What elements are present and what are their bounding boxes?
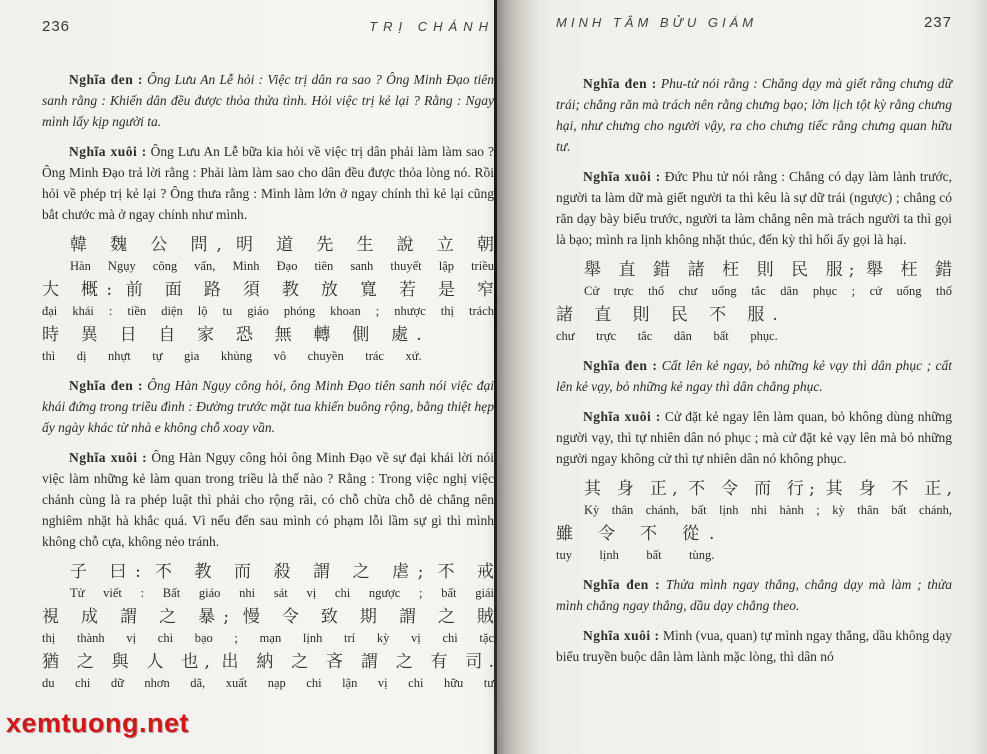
- verse-line: [556, 259, 952, 300]
- right-page-number: 237: [923, 14, 952, 31]
- paragraph-text: Thửa mình ngay thẳng, chẳng dạy mà làm ; thửa mình chẳng ngay thẳng, dầu dạy chẳng theo.: [556, 577, 952, 613]
- watermark: xemtuong.net: [6, 708, 190, 738]
- paragraph-label: Nghĩa đen :: [583, 358, 658, 373]
- hanzi-line: 諸 直 則 民 不 服.: [556, 305, 778, 325]
- hanzi-line: 韓 魏 公 問, 明 道 先 生 說 立 朝: [70, 235, 494, 255]
- verse-line: [42, 324, 494, 365]
- verse-block: [556, 478, 952, 564]
- transliteration-line: Cử trực thố chư uổng tắc dân phục ; cử uổng thố: [584, 284, 952, 298]
- transliteration-line: đại khái : tiền diện lộ tu giáo phóng khoan ; nhược thị trách: [42, 304, 494, 318]
- paragraph: [42, 141, 494, 225]
- hanzi-line: 子 曰: 不 教 而 殺 謂 之 虐; 不 戒: [70, 562, 494, 582]
- paragraph-label: Nghĩa đen :: [583, 76, 657, 91]
- transliteration-line: Kỳ thân chánh, bất lịnh nhi hành ; kỳ thân bất chánh,: [584, 503, 952, 517]
- hanzi-line: 大 概: 前 面 路 須 教 放 寬 若 是 窄: [42, 280, 494, 300]
- paragraph-label: Nghĩa đen :: [69, 72, 143, 87]
- paragraph-text: Cử đặt kẻ ngay lên làm quan, bỏ không dùng những người vạy, thì tự nhiên dân nó phục ; mà cử đặt kẻ vạy lên mà bỏ những người ngay không cử thì tự nhiên dân nó không phục.: [556, 409, 953, 466]
- paragraph: [556, 625, 952, 667]
- right-page-body: [556, 73, 952, 667]
- paragraph-label: Nghĩa đen :: [583, 577, 661, 592]
- transliteration-line: du chi dữ nhơn dã, xuất nạp chi lận vị chi hữu tư: [42, 676, 494, 690]
- paragraph-text: Cất lên kẻ ngay, bỏ những kẻ vạy thì dân phục ; cất lên kẻ vạy, bỏ những kẻ ngay thì dân chẳng phục.: [556, 358, 952, 394]
- left-page-header: [42, 18, 494, 35]
- book-gutter-shadow: [497, 0, 553, 754]
- transliteration-line: thị thành vị chi bạo ; mạn lịnh trí kỳ vị chi tặc: [42, 631, 494, 645]
- paragraph-label: Nghĩa xuôi :: [583, 409, 661, 424]
- paragraph-label: Nghĩa xuôi :: [583, 169, 661, 184]
- paragraph: [42, 69, 494, 132]
- transliteration-line: Hàn Ngụy công vấn, Minh Đạo tiên sanh thuyết lập triều: [70, 259, 494, 273]
- paragraph: [556, 574, 952, 616]
- verse-line: [556, 304, 952, 345]
- hanzi-line: 時 異 日 自 家 恐 無 轉 側 處.: [42, 325, 422, 345]
- hanzi-line: 其 身 正, 不 令 而 行; 其 身 不 正,: [584, 479, 952, 499]
- paragraph-label: Nghĩa đen :: [69, 378, 143, 393]
- paragraph-text: Đức Phu tử nói rằng : Chẳng có dạy làm lành trước, người ta làm dữ mà giết người ta thì kêu là sự dữ trái (ngược) ; chẳng có răn dạy bày biểu trước, người ta làm chẳng nên mà trách người ta thì gọi là bạo; mình ra lịnh không nhặt thúc, đến kỳ thì hối ấy gọi là hại.: [556, 169, 953, 247]
- verse-line: [42, 279, 494, 320]
- paragraph-label: Nghĩa xuôi :: [69, 144, 147, 159]
- left-page-body: [42, 69, 494, 692]
- right-page-header: [556, 14, 952, 31]
- paragraph: [42, 447, 494, 552]
- paragraph-label: Nghĩa xuôi :: [69, 450, 148, 465]
- transliteration-line: thì dị nhựt tự gia khủng vô chuyền trác xứ.: [42, 349, 422, 363]
- transliteration-line: tuy lịnh bất tùng.: [556, 548, 715, 562]
- verse-line: [42, 561, 494, 602]
- transliteration-line: chư trực tắc dân bất phục.: [556, 329, 778, 343]
- paragraph-label: Nghĩa xuôi :: [583, 628, 660, 643]
- hanzi-line: 視 成 謂 之 暴; 慢 令 致 期 謂 之 賊: [42, 607, 494, 627]
- left-page: [42, 18, 494, 702]
- hanzi-line: 舉 直 錯 諸 枉 則 民 服; 舉 枉 錯: [584, 260, 952, 280]
- paragraph-text: Ông Lưu An Lễ bữa kia hỏi về việc trị dân phải làm làm sao ? Ông Minh Đạo trả lời rằng : Phải làm làm sao cho dân đều được thỏa lòng nó. Rồi hỏi về phép trị kẻ lại ? Ông thưa rằng : Mình làm lớn ở ngay chính thì kẻ lại cũng bắt chước mà ở ngay chính như mình.: [42, 144, 494, 222]
- verse-line: [42, 606, 494, 647]
- transliteration-line: Tử viết : Bất giáo nhi sát vị chi ngược ; bất giái: [70, 586, 494, 600]
- left-page-number: 236: [42, 18, 71, 35]
- paragraph: [556, 406, 952, 469]
- paragraph: [556, 355, 952, 397]
- verse-line: [42, 651, 494, 692]
- paragraph-text: Ông Lưu An Lễ hỏi : Việc trị dân ra sao ? Ông Minh Đạo tiên sanh rằng : Khiến dân đều được thỏa thửa tình. Hỏi việc trị kẻ lại ? Rằng : Ngay mình lấy kịp người ta.: [42, 72, 494, 129]
- paragraph-text: Ông Hàn Ngụy công hỏi ông Minh Đạo về sự đại khái lời nói việc làm những kẻ làm quan trong triều là thế nào ? Rằng : Trong việc nghị việc chánh cùng là ra phép luật thì phải cho rộng rãi, có chỗ chừa chỗ dè chẳng nên nghiêm nhặt hà khắc quá. Vì nếu đến sau mình có phạm lỗi lầm sự gì thì mình không chỗ cựa, không nẻo tránh.: [42, 450, 495, 549]
- paragraph: [42, 375, 494, 438]
- hanzi-line: 雖 令 不 從.: [556, 524, 715, 544]
- verse-block: [42, 561, 494, 692]
- verse-block: [42, 234, 494, 365]
- left-running-title: TRỊ CHÁNH: [369, 19, 494, 34]
- paragraph: [556, 73, 952, 157]
- paragraph: [556, 166, 952, 250]
- verse-block: [556, 259, 952, 345]
- verse-line: [42, 234, 494, 275]
- verse-line: [556, 478, 952, 519]
- paragraph-text: Mình (vua, quan) tự mình ngay thẳng, dầu không dạy biểu truyền buộc dân làm lành mặc lòng, thì dân nó: [556, 628, 952, 664]
- right-page: [556, 14, 952, 676]
- paragraph-text: Phu-tử nói rằng : Chẳng dạy mà giết rằng chưng dữ trái; chẳng răn mà trách nên rằng chưng bạo; lờn lịch tột kỳ rằng chưng hại, như chưng cho người vậy, ra cho chưng tiếc rằng chưng quan hữu tư.: [556, 76, 952, 154]
- right-edge-shadow: [973, 0, 987, 754]
- hanzi-line: 猶 之 與 人 也, 出 納 之 吝 謂 之 有 司.: [42, 652, 494, 672]
- verse-line: [556, 523, 952, 564]
- paragraph-text: Ông Hàn Ngụy công hỏi, ông Minh Đạo tiên sanh nói việc đại khái đứng trong triều đình : Đường trước mặt tua khiến buông rộng, bằng thiệt hẹp ấy ngày khác từ nhà e không chỗ xoay vần.: [42, 378, 494, 435]
- right-running-title: MINH TÂM BỬU GIÁM: [556, 15, 758, 30]
